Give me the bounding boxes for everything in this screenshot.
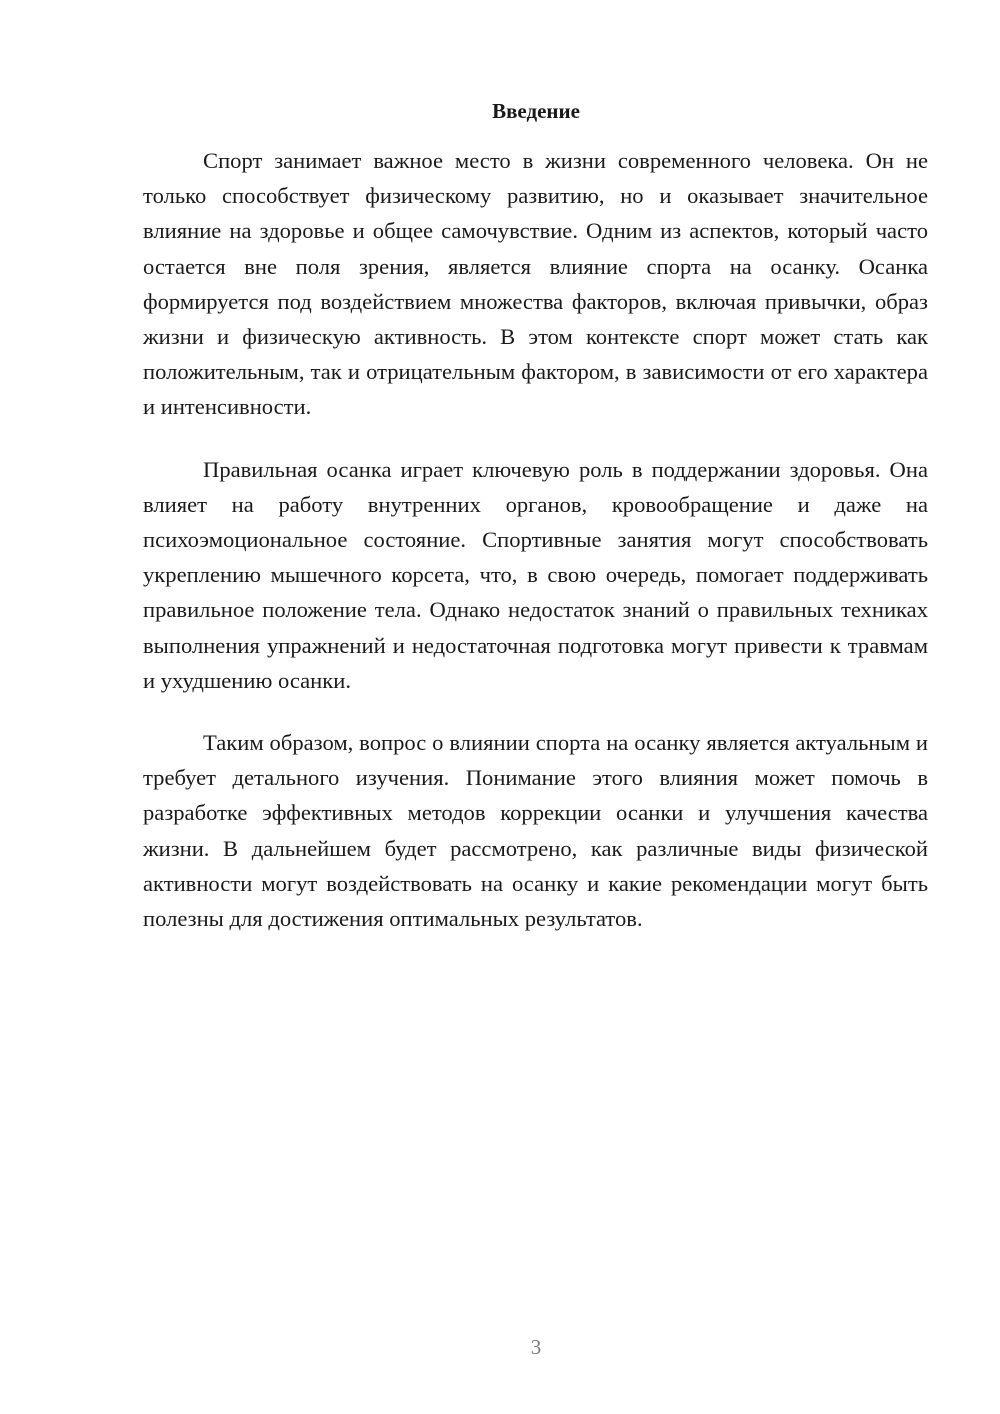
body-text [143, 143, 928, 936]
page-number: 3 [530, 1335, 542, 1359]
paragraph-intro: Спорт занимает важное место в жизни современного человека. Он не только способствует физическому развитию, но и оказывает значительное влияние на здоровье и общее самочувствие. Одним из аспектов, который часто остается вне поля зрения, является влияние спорта на осанку. Осанка формируется под воздействием множества факторов, включая привычки, образ жизни и физическую активность. В этом контексте спорт может стать как положительным, так и отрицательным фактором, в зависимости от его характера и интенсивности. [143, 148, 928, 420]
section-heading: Введение [492, 99, 580, 123]
paragraph-conclusion: Таким образом, вопрос о влиянии спорта на осанку является актуальным и требует детального изучения. Понимание этого влияния может помочь в разработке эффективных методов коррекции осанки и улучшения качества жизни. В дальнейшем будет рассмотрено, как различные виды физической активности могут воздействовать на осанку и какие рекомендации могут быть полезны для достижения оптимальных результатов. [143, 730, 928, 932]
paragraph-posture: Правильная осанка играет ключевую роль в поддержании здоровья. Она влияет на работу внутренних органов, кровообращение и даже на психоэмоциональное состояние. Спортивные занятия могут способствовать укреплению мышечного корсета, что, в свою очередь, помогает поддерживать правильное положение тела. Однако недостаток знаний о правильных техниках выполнения упражнений и недостаточная подготовка могут привести к травмам и ухудшению осанки. [143, 456, 928, 693]
